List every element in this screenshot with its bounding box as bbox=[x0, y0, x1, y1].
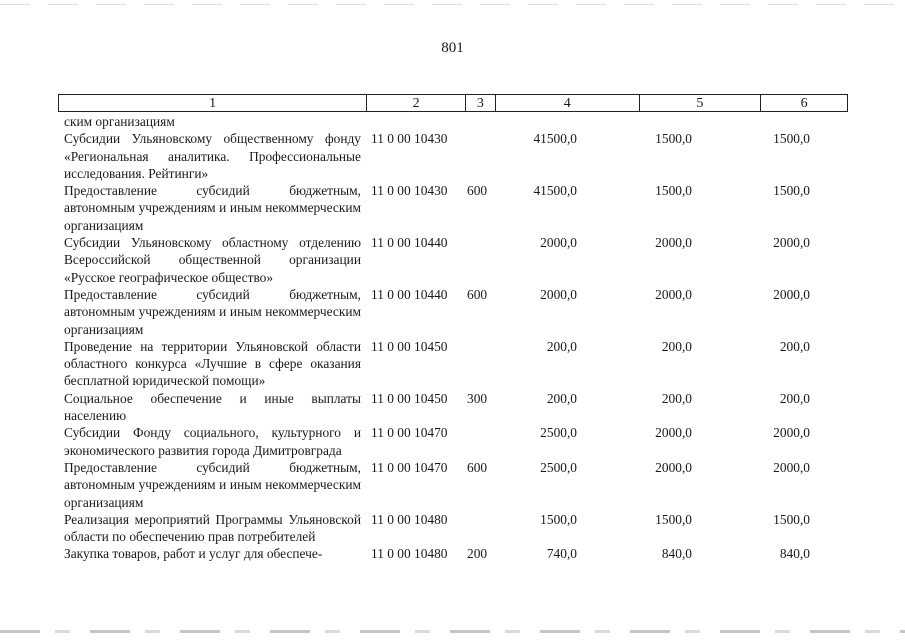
row-value-col4: 41500,0 bbox=[533, 183, 577, 199]
row-value-col4: 2000,0 bbox=[540, 235, 577, 251]
row-value-col5: 2000,0 bbox=[655, 235, 692, 251]
row-value-col5: 1500,0 bbox=[655, 183, 692, 199]
row-code: 11 0 00 10470 bbox=[371, 425, 448, 441]
table-row bbox=[64, 338, 854, 390]
row-name: Субсидии Ульяновскому областному отделению Всероссийской общественной организации «Русское географическое общество» bbox=[64, 235, 361, 285]
row-value-col5: 200,0 bbox=[661, 338, 692, 354]
table-row bbox=[64, 424, 854, 459]
table-header bbox=[58, 94, 848, 112]
header-col-5: 5 bbox=[640, 95, 762, 111]
row-name: Предоставление субсидий бюджетным, автономным учреждениям и иным некоммерческим организациям bbox=[64, 459, 361, 510]
row-name: Предоставление субсидий бюджетным, автономным учреждениям и иным некоммерческим организациям bbox=[64, 286, 361, 337]
row-value-col4: 41500,0 bbox=[533, 131, 577, 147]
row-value-col6: 200,0 bbox=[779, 338, 810, 354]
scan-artifact-top bbox=[0, 4, 905, 5]
row-value-col5: 200,0 bbox=[661, 390, 692, 406]
table-row-continuation bbox=[64, 113, 854, 130]
row-value-col6: 2000,0 bbox=[773, 235, 810, 251]
row-code: 11 0 00 10480 bbox=[371, 546, 448, 562]
page-number: 801 bbox=[441, 40, 464, 56]
row-value-col4: 1500,0 bbox=[540, 511, 577, 527]
row-name: ским организациям bbox=[64, 114, 175, 129]
row-name: Социальное обеспечение и иные выплаты населению bbox=[64, 390, 361, 424]
table-row bbox=[64, 182, 854, 234]
table-row bbox=[64, 545, 854, 562]
row-name: Проведение на территории Ульяновской области областного конкурса «Лучшие в сфере оказания бесплатной юридической помощи» bbox=[64, 338, 361, 389]
table-row bbox=[64, 130, 854, 182]
row-expense-type: 600 bbox=[467, 183, 488, 199]
header-col-4: 4 bbox=[496, 95, 640, 111]
row-value-col5: 2000,0 bbox=[655, 286, 692, 302]
row-value-col5: 1500,0 bbox=[655, 131, 692, 147]
row-value-col6: 1500,0 bbox=[773, 511, 810, 527]
row-name: Предоставление субсидий бюджетным, автономным учреждениям и иным некоммерческим организациям bbox=[64, 183, 361, 233]
row-name: Закупка товаров, работ и услуг для обеспече- bbox=[64, 546, 323, 562]
row-expense-type: 600 bbox=[467, 459, 488, 475]
header-col-6: 6 bbox=[800, 96, 808, 111]
row-value-col5: 1500,0 bbox=[655, 511, 692, 527]
row-expense-type: 300 bbox=[467, 390, 488, 406]
row-value-col6: 2000,0 bbox=[773, 425, 810, 441]
table-row bbox=[64, 459, 854, 511]
table-body bbox=[64, 113, 854, 563]
row-value-col5: 840,0 bbox=[661, 546, 692, 562]
row-value-col6: 2000,0 bbox=[773, 286, 810, 302]
row-code: 11 0 00 10450 bbox=[371, 338, 448, 354]
row-code: 11 0 00 10480 bbox=[371, 511, 448, 527]
row-expense-type: 600 bbox=[467, 286, 488, 302]
table-row bbox=[64, 234, 854, 286]
row-value-col4: 2500,0 bbox=[540, 459, 577, 475]
row-value-col4: 2500,0 bbox=[540, 425, 577, 441]
table-row bbox=[64, 286, 854, 338]
row-value-col6: 200,0 bbox=[779, 390, 810, 406]
row-name: Реализация мероприятий Программы Ульяновской области по обеспечению прав потребителей bbox=[64, 511, 361, 545]
table-row bbox=[64, 390, 854, 425]
header-col-3: 3 bbox=[466, 95, 496, 111]
row-value-col4: 200,0 bbox=[546, 338, 577, 354]
row-value-col6: 2000,0 bbox=[773, 459, 810, 475]
row-value-col4: 740,0 bbox=[546, 546, 577, 562]
row-value-col6: 840,0 bbox=[779, 546, 810, 562]
row-value-col6: 1500,0 bbox=[773, 131, 810, 147]
row-value-col5: 2000,0 bbox=[655, 425, 692, 441]
row-value-col4: 200,0 bbox=[546, 390, 577, 406]
row-code: 11 0 00 10450 bbox=[371, 390, 448, 406]
scan-artifact-bottom bbox=[0, 630, 905, 633]
table-row bbox=[64, 511, 854, 546]
row-code: 11 0 00 10430 bbox=[371, 183, 448, 199]
row-expense-type: 200 bbox=[467, 546, 488, 562]
row-name: Субсидии Ульяновскому общественному фонду «Региональная аналитика. Профессиональные исследования. Рейтинги» bbox=[64, 131, 361, 181]
row-value-col5: 2000,0 bbox=[655, 459, 692, 475]
row-code: 11 0 00 10430 bbox=[371, 131, 448, 147]
row-code: 11 0 00 10440 bbox=[371, 235, 448, 251]
header-col-1: 1 bbox=[59, 95, 367, 111]
row-name: Субсидии Фонду социального, культурного и экономического развития города Димитровграда bbox=[64, 425, 361, 458]
row-value-col4: 2000,0 bbox=[540, 286, 577, 302]
header-col-2: 2 bbox=[367, 95, 466, 111]
row-value-col6: 1500,0 bbox=[773, 183, 810, 199]
row-code: 11 0 00 10470 bbox=[371, 459, 448, 475]
row-code: 11 0 00 10440 bbox=[371, 286, 448, 302]
